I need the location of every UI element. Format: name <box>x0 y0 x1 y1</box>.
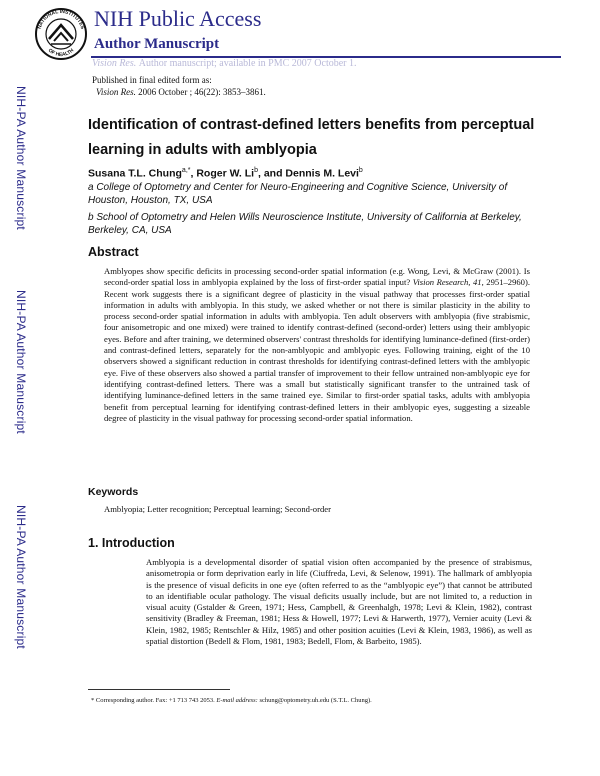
abstract-body <box>104 266 530 424</box>
corresponding-author-footnote <box>91 697 372 704</box>
watermark-availability: Author manuscript; available in PMC 2007 October 1. <box>138 58 357 69</box>
author-separator: , and <box>257 167 286 180</box>
author-separator: , <box>190 167 197 180</box>
author-list <box>88 167 363 180</box>
author-manuscript-label: Author Manuscript <box>94 36 220 52</box>
footnote-prefix: * Corresponding author. Fax: +1 713 743 2053. <box>91 697 217 704</box>
nih-seal-logo <box>34 7 88 61</box>
footnote-rule <box>88 689 230 690</box>
abstract-heading: Abstract <box>88 245 139 259</box>
side-banner-middle: NIH-PA Author Manuscript <box>14 290 28 434</box>
nih-public-access-title: NIH Public Access <box>94 6 262 31</box>
author-affiliation-mark: b <box>358 167 363 174</box>
introduction-heading: 1. Introduction <box>88 536 175 550</box>
affiliation-a: a College of Optometry and Center for Neuro-Engineering and Cognitive Science, University of Houston, Houston, TX, USA <box>88 182 508 206</box>
svg-text:NATIONAL INSTITUTES: NATIONAL INSTITUTES <box>36 8 86 30</box>
abstract-text-part: , 2951–2960). Recent work suggests there is a significant degree of plasticity in the visual pathway that processes first-order spatial information in adults with amblyopia. In this study, we asked whether or not there is similar plasticity in the ability to process second-order spatial information in adults with amblyopia. Ten adult observers with amblyopia (five strabismic, four anisometropic and one mixed) were trained to identify contrast-defined (second-order) letters using their amblyopic eyes. Before and after training, we determined observers' contrast thresholds for identifying luminance-defined (first-order) and contrast-defined letters, separately for the non-amblyopic and amblyopic eyes. Following training, eight of the 10 observers showed a significant reduction in contrast thresholds for identifying contrast-defined letters with the amblyopic eye. Five of these observers also showed a partial transfer of improvement to their fellow untrained non-amblyopic eye for identifying contrast-defined letters. There was a small but statistically significant transfer to the untrained task of identifying luminance-defined letters in the same trained eye. Similar to first-order spatial tasks, adults with amblyopia benefit from perceptual learning for identifying contrast-defined letters in their amblyopic eyes, suggesting a sizeable degree of plasticity in the visual pathway for processing second-order spatial information. <box>104 277 530 423</box>
citation-details: 2006 October ; 46(22): 3853–3861. <box>138 87 266 97</box>
author-name: Dennis M. Levi <box>285 167 359 180</box>
citation-line <box>96 87 266 97</box>
keywords-list: Amblyopia; Letter recognition; Perceptual learning; Second-order <box>104 504 331 514</box>
side-banner-top: NIH-PA Author Manuscript <box>14 86 28 230</box>
keywords-heading: Keywords <box>88 486 139 498</box>
svg-text:OF HEALTH: OF HEALTH <box>46 47 76 59</box>
footnote-email-label: E-mail address: <box>216 697 258 704</box>
watermark-journal: Vision Res. <box>92 58 137 69</box>
author-name: Roger W. Li <box>196 167 255 180</box>
abstract-citation-journal: Vision Research, 41 <box>412 277 482 288</box>
published-line: Published in final edited form as: <box>92 75 212 85</box>
footnote-email: schung@optometry.uh.edu (S.T.L. Chung). <box>257 697 372 704</box>
author-name: Susana T.L. Chung <box>88 167 182 180</box>
affiliation-b: b School of Optometry and Helen Wills Neuroscience Institute, University of California at Berkeley, Berkeley, CA, USA <box>88 212 522 236</box>
introduction-body: Amblyopia is a developmental disorder of spatial vision often accompanied by the presence of strabismus, anisometropia or form deprivation early in life (Ciuffreda, Levi, & Selenow, 1991). The hallmark of amblyopia is the presence of visual deficits in one eye (often referred to as the “amblyopic eye”) that cannot be attributed to an identifiable ocular pathology. The visual deficits usually include, but are not limited to, a reduction in visual acuity (Gstalder & Green, 1971; Hess, Campbell, & Greenhalgh, 1978; Levi & Klein, 1982), contrast sensitivity (Bradley & Freeman, 1981; Hess & Howell, 1977; Levi & Harwerth, 1977), Vernier acuity (Levi & Klein, 1982, 1985; Rentschler & Hilz, 1985) and other position acuities (Levi & Klein, 1983, 1986), as well as spatial distortion (Bedell & Flom, 1981, 1983; Bedell, Flom, & Barbeito, 1985). <box>146 557 532 647</box>
abstract-text-part: Amblyopes show specific deficits in processing second-order spatial information (e.g. Wong, Levi, & McGraw (2001). Is second-order spatial loss in amblyopia explained by the loss of first-order spatial input? <box>104 266 530 288</box>
side-banner-bottom: NIH-PA Author Manuscript <box>14 505 28 649</box>
pmc-availability-watermark <box>92 58 357 69</box>
author-affiliation-mark: a,* <box>181 167 191 174</box>
citation-journal: Vision Res. <box>96 87 136 97</box>
article-title: Identification of contrast-defined letters benefits from perceptual learning in adults with amblyopia <box>88 117 535 158</box>
author-affiliation-mark: b <box>254 167 258 174</box>
